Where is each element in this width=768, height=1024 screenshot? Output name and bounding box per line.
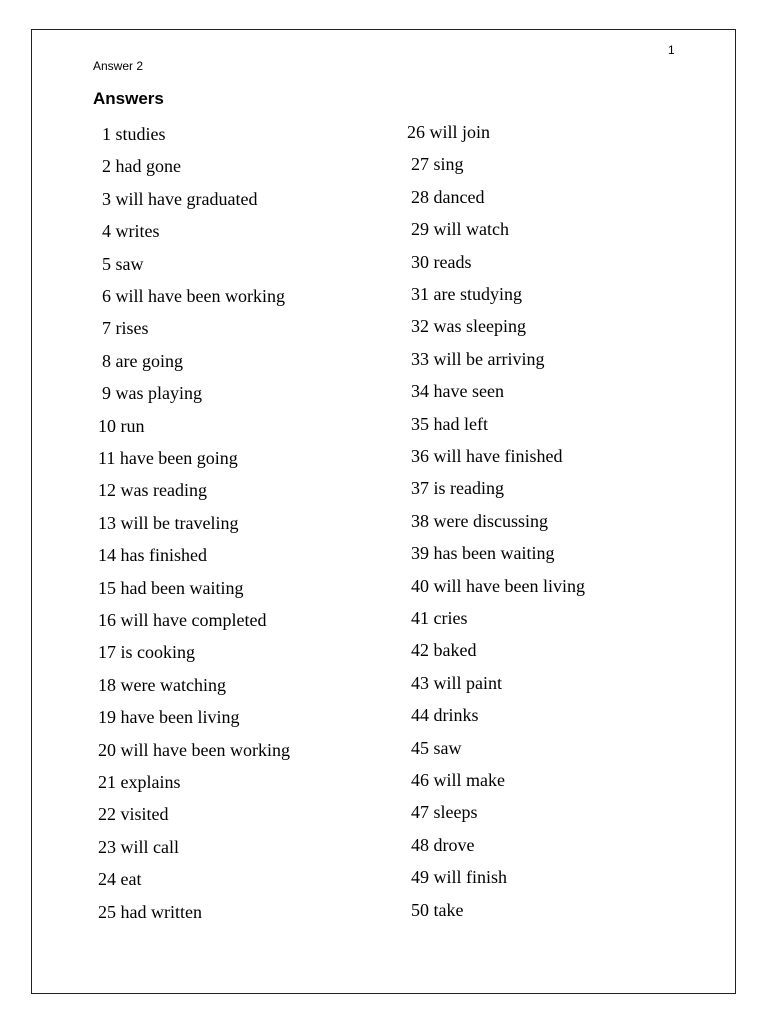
answer-item: 35 had left: [411, 414, 488, 434]
answer-item: 14 has finished: [98, 545, 207, 565]
answer-item: 5 saw: [102, 254, 144, 274]
answer-item: 20 will have been working: [98, 740, 290, 760]
answer-item: 25 had written: [98, 902, 202, 922]
answer-item: 21 explains: [98, 772, 181, 792]
answer-item: 4 writes: [102, 221, 160, 241]
answer-item: 19 have been living: [98, 707, 240, 727]
answer-item: 11 have been going: [98, 448, 238, 468]
answer-item: 26 will join: [407, 122, 491, 142]
page-number: 1: [668, 43, 675, 57]
answer-item: 12 was reading: [98, 480, 207, 500]
answer-item: 27 sing: [411, 154, 464, 174]
answer-item: 6 will have been working: [102, 286, 285, 306]
answer-item: 42 baked: [411, 640, 477, 660]
answer-item: 39 has been waiting: [411, 543, 555, 563]
answer-item: 24 eat: [98, 869, 142, 889]
answer-item: 49 will finish: [411, 867, 508, 887]
answer-item: 40 will have been living: [411, 576, 585, 596]
answer-item: 13 will be traveling: [98, 513, 239, 533]
answer-item: 50 take: [411, 900, 464, 920]
answer-item: 29 will watch: [411, 219, 509, 239]
answer-item: 44 drinks: [411, 705, 479, 725]
answer-item: 48 drove: [411, 835, 475, 855]
answer-item: 2 had gone: [102, 156, 181, 176]
answer-item: 17 is cooking: [98, 642, 195, 662]
answer-item: 9 was playing: [102, 383, 202, 403]
answer-item: 45 saw: [411, 738, 462, 758]
answer-item: 41 cries: [411, 608, 468, 628]
answer-item: 34 have seen: [411, 381, 504, 401]
answer-item: 33 will be arriving: [411, 349, 545, 369]
answer-item: 37 is reading: [411, 478, 504, 498]
answer-item: 16 will have completed: [98, 610, 267, 630]
answer-item: 43 will paint: [411, 673, 502, 693]
answer-item: 30 reads: [411, 252, 472, 272]
answer-item: 7 rises: [102, 318, 149, 338]
answer-item: 23 will call: [98, 837, 179, 857]
answer-item: 46 will make: [411, 770, 505, 790]
answer-item: 22 visited: [98, 804, 169, 824]
answer-item: 31 are studying: [411, 284, 522, 304]
answer-item: 38 were discussing: [411, 511, 548, 531]
answer-item: 1 studies: [102, 124, 166, 144]
answer-item: 10 run: [98, 416, 145, 436]
answer-item: 28 danced: [411, 187, 485, 207]
answer-item: 47 sleeps: [411, 802, 478, 822]
answer-item: 3 will have graduated: [102, 189, 258, 209]
answer-item: 32 was sleeping: [411, 316, 526, 336]
answer-item: 18 were watching: [98, 675, 226, 695]
answer-item: 36 will have finished: [411, 446, 563, 466]
document-header: Answer 2: [93, 59, 144, 73]
answer-item: 8 are going: [102, 351, 183, 371]
page-title: Answers: [93, 89, 164, 108]
answer-item: 15 had been waiting: [98, 578, 244, 598]
